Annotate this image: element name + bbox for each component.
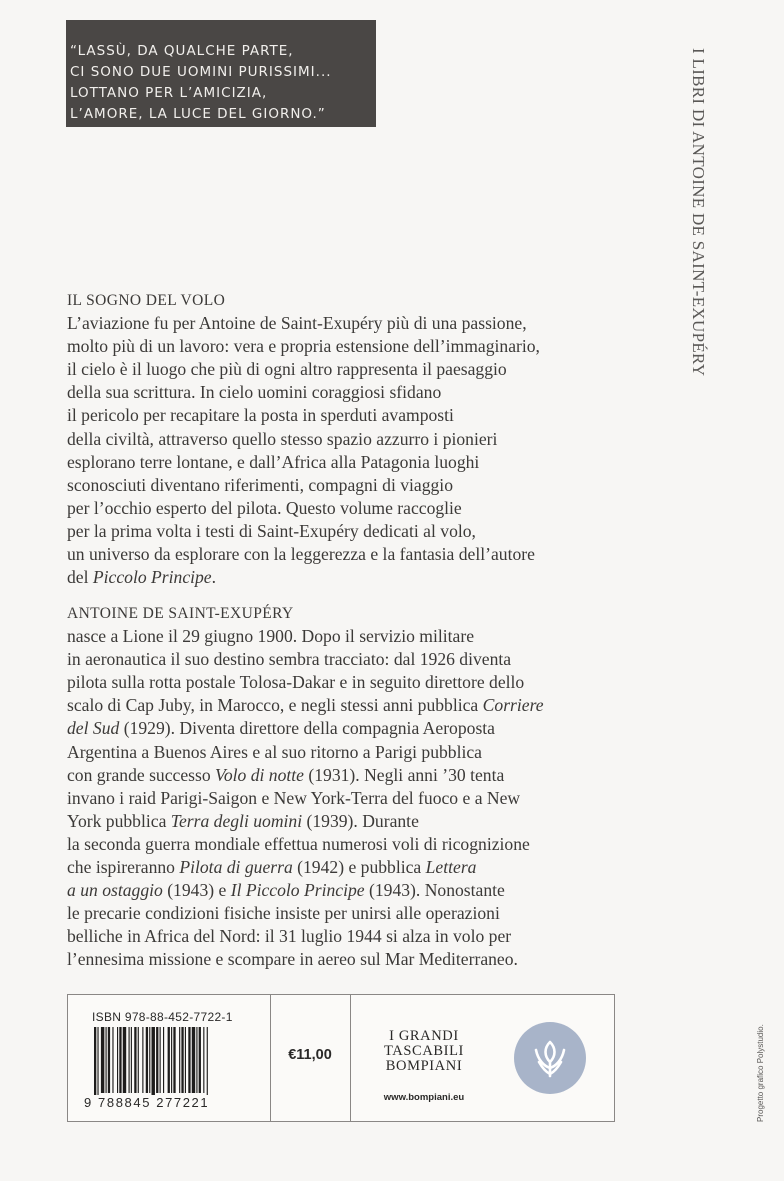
text-line: in aeronautica il suo destino sembra tracciato: dal 1926 diventa [67, 649, 512, 670]
publisher-website: www.bompiani.eu [383, 1092, 465, 1103]
barcode-bar [101, 1027, 104, 1093]
barcode-bar [188, 1027, 190, 1093]
text-fragment: che ispireranno [67, 857, 180, 878]
flower-icon [514, 1022, 586, 1094]
section-heading: IL SOGNO DEL VOLO [67, 292, 226, 309]
isbn-label: ISBN 978-88-452-7722-1 [92, 1010, 233, 1024]
text-fragment: (1942) e pubblica [292, 857, 426, 878]
text-fragment: scalo di Cap Juby, in Marocco, e negli stessi anni pubblica [67, 695, 483, 716]
barcode-bar [129, 1027, 130, 1093]
text-fragment: (1931). Negli anni ’30 tenta [303, 764, 505, 785]
book-title: Il Piccolo Principe [230, 880, 365, 901]
barcode-bar [134, 1027, 136, 1093]
book-title: Corriere [482, 695, 544, 716]
text-line [67, 764, 633, 787]
barcode-bar [97, 1027, 98, 1105]
barcode-bar [207, 1027, 208, 1105]
text-fragment: (1929). Diventa direttore della compagnia Aeroposta [119, 718, 495, 739]
text-fragment: (1943). Nonostante [364, 880, 505, 901]
text-fragment: del [67, 567, 93, 588]
barcode-bar [94, 1027, 96, 1105]
book-title: a un ostaggio [67, 880, 163, 901]
text-line: esplorano terre lontane, e dall’Africa alla Patagonia luoghi [67, 451, 480, 472]
text-line: il cielo è il luogo che più di ogni altro rappresenta il paesaggio [67, 359, 507, 380]
logo-cell [498, 995, 615, 1121]
spine-series-title: I LIBRI DI ANTOINE DE SAINT-EXUPÉRY [689, 48, 708, 377]
barcode-bar [156, 1027, 158, 1093]
barcode-bar [171, 1027, 172, 1093]
barcode-bar [203, 1027, 204, 1093]
barcode-bar [149, 1027, 150, 1093]
book-title: Pilota di guerra [179, 857, 293, 878]
text-line [67, 566, 633, 589]
barcode-bar [131, 1027, 132, 1093]
barcode-cell [68, 995, 271, 1121]
text-line: sconosciuti diventano riferimenti, compagni di viaggio [67, 474, 453, 495]
book-title: Terra degli uomini [170, 810, 303, 831]
book-title: del Sud [67, 718, 120, 739]
price-cell [270, 995, 351, 1121]
text-line: belliche in Africa del Nord: il 31 luglio 1944 si alza in volo per [67, 926, 512, 947]
section-sogno-del-volo [67, 289, 633, 589]
barcode-bar [160, 1027, 161, 1093]
text-line: la seconda guerra mondiale effettua numerosi voli di ricognizione [67, 833, 530, 854]
text-line: della sua scrittura. In cielo uomini coraggiosi sfidano [67, 382, 442, 403]
quote-line: “LASSÙ, DA QUALCHE PARTE, [70, 43, 294, 59]
barcode-bar [146, 1027, 148, 1093]
text-line [67, 879, 633, 902]
text-line: per la prima volta i testi di Saint-Exupéry dedicati al volo, [67, 520, 476, 541]
text-line: il pericolo per recapitare la posta in sperduti avamposti [67, 405, 454, 426]
quote-block [66, 20, 376, 127]
text-line: della civiltà, attraverso quello stesso spazio azzurro i pionieri [67, 428, 498, 449]
price: €11,00 [288, 1047, 332, 1063]
publisher-info-box [67, 994, 615, 1122]
barcode-bar [117, 1027, 118, 1093]
series-line: BOMPIANI [385, 1058, 463, 1074]
barcode-bar [108, 1027, 110, 1093]
text-line: le precarie condizioni fisiche insiste per unirsi alle operazioni [67, 903, 500, 924]
design-credit: Progetto grafico Polystudio. [756, 1024, 765, 1122]
text-line [67, 694, 633, 717]
barcode-bar [196, 1027, 197, 1093]
barcode-bar [123, 1027, 126, 1093]
section-author-bio [67, 602, 633, 972]
series-line: I GRANDI [389, 1028, 459, 1044]
text-line: nasce a Lione il 29 giugno 1900. Dopo il servizio militare [67, 626, 475, 647]
text-line: per l’occhio esperto del pilota. Questo volume raccoglie [67, 497, 462, 518]
barcode-bar [168, 1027, 170, 1093]
section-heading: ANTOINE DE SAINT-EXUPÉRY [67, 605, 294, 622]
text-line: invano i raid Parigi-Saigon e New York-Terra del fuoco e a New [67, 787, 521, 808]
text-line: un universo da esplorare con la leggerezza e la fantasia dell’autore [67, 544, 535, 565]
series-cell [350, 995, 498, 1121]
barcode-bar [152, 1027, 155, 1105]
text-fragment: (1939). Durante [302, 810, 419, 831]
text-fragment: . [211, 567, 217, 588]
text-fragment: (1943) e [162, 880, 231, 901]
barcode-bar [199, 1027, 201, 1093]
text-line: molto più di un lavoro: vera e propria estensione dell’immaginario, [67, 336, 540, 357]
text-line: Argentina a Buenos Aires e al suo ritorno a Parigi pubblica [67, 741, 482, 762]
quote-line: LOTTANO PER L’AMICIZIA, [70, 85, 268, 101]
barcode-bar [112, 1027, 113, 1093]
book-title: Volo di notte [215, 764, 304, 785]
barcode-bar [138, 1027, 139, 1093]
barcode-bar [106, 1027, 107, 1093]
bompiani-flower-logo-icon [514, 1022, 586, 1094]
barcode-bar [142, 1027, 143, 1093]
barcode-bar [192, 1027, 195, 1093]
text-line [67, 856, 633, 879]
barcode-bar [179, 1027, 180, 1093]
text-line [67, 810, 633, 833]
text-fragment: York pubblica [67, 810, 171, 831]
barcode-bar [119, 1027, 121, 1093]
book-title: Piccolo Principe [92, 567, 212, 588]
series-line: TASCABILI [384, 1043, 464, 1059]
barcode-bar [173, 1027, 175, 1093]
series-name [350, 1029, 498, 1074]
text-fragment: con grande successo [67, 764, 216, 785]
barcode-digits: 9 788845 277221 [84, 1095, 210, 1110]
barcode-bar [163, 1027, 164, 1093]
barcode-bar [181, 1027, 183, 1093]
text-line: l’ennesima missione e scompare in aereo sul Mar Mediterraneo. [67, 949, 518, 970]
book-title: Lettera [425, 857, 477, 878]
quote-line: CI SONO DUE UOMINI PURISSIMI... [70, 64, 332, 80]
text-line: L’aviazione fu per Antoine de Saint-Exupéry più di una passione, [67, 313, 527, 334]
text-line: pilota sulla rotta postale Tolosa-Dakar e in seguito direttore dello [67, 672, 525, 693]
barcode-bar [185, 1027, 186, 1093]
quote-line: L’AMORE, LA LUCE DEL GIORNO.” [70, 106, 326, 122]
text-line [67, 717, 633, 740]
